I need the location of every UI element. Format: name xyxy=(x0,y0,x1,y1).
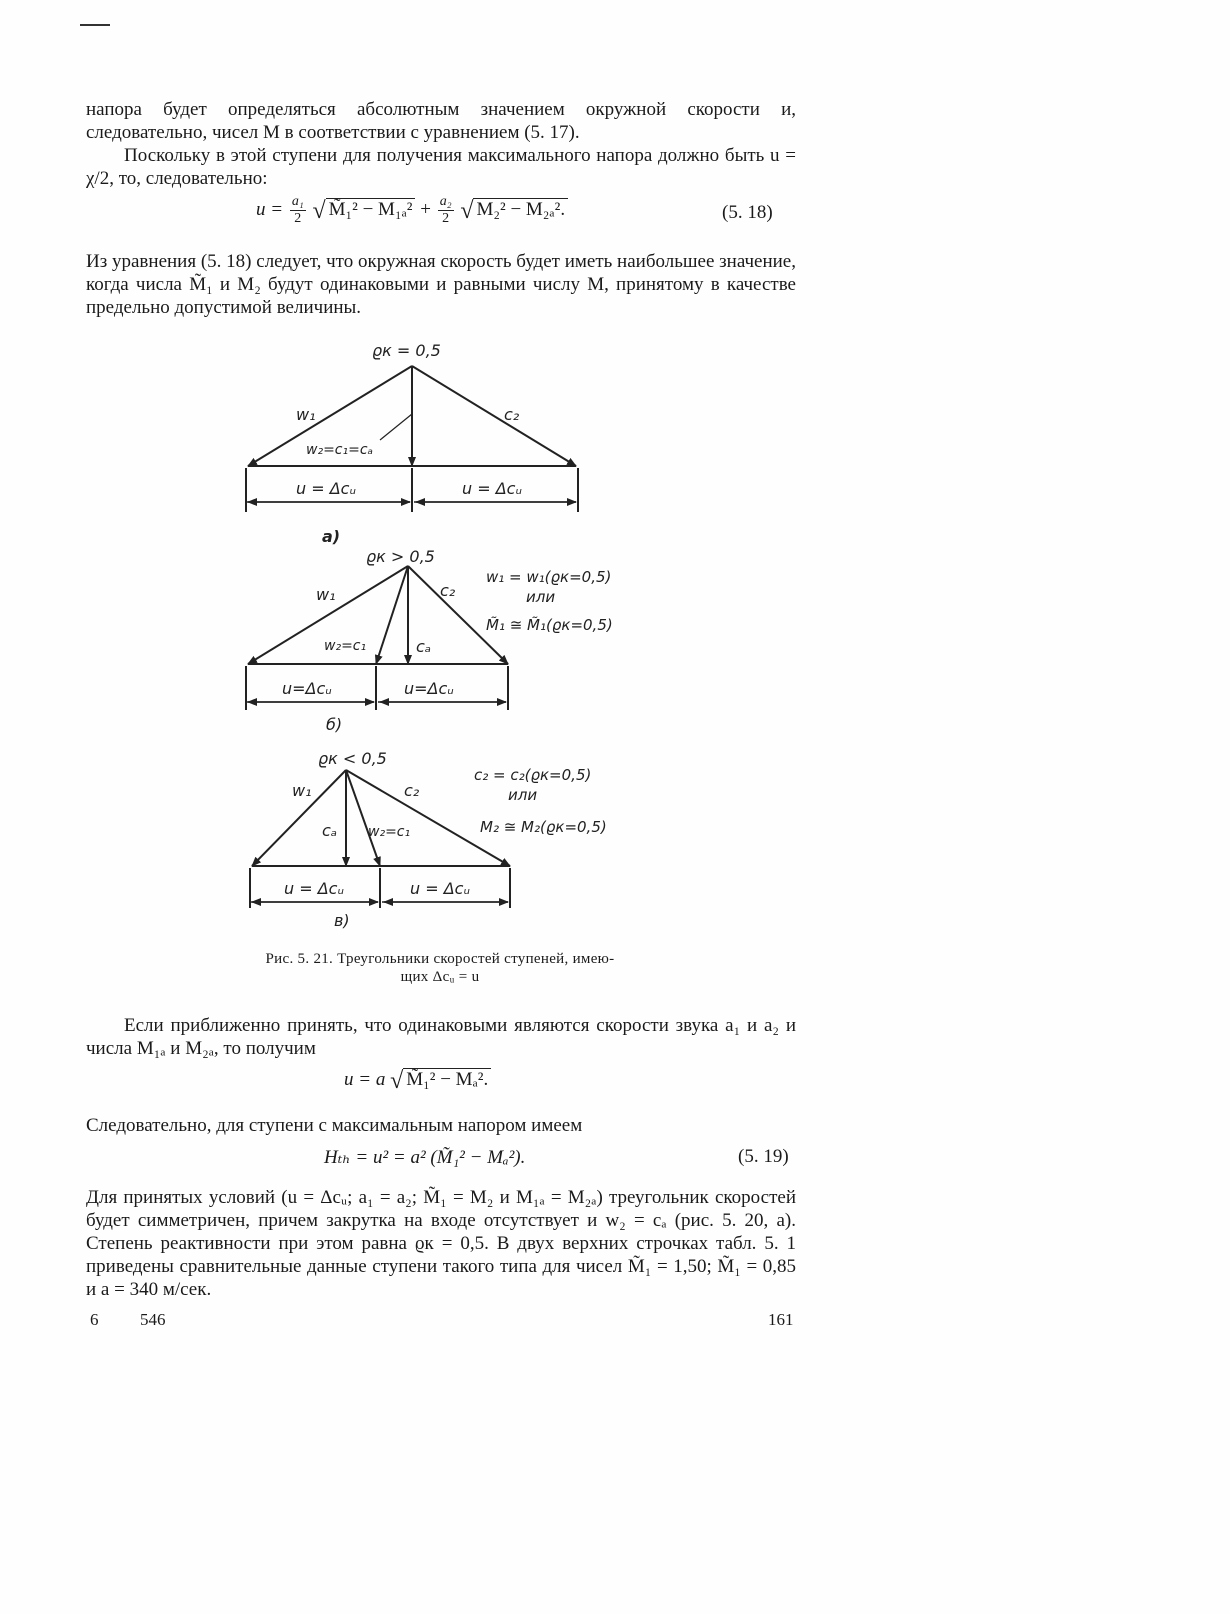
paragraph-2: Поскольку в этой ступени для получения максимального напора должно быть u = χ/2, то, следовательно: xyxy=(86,145,796,189)
figure-caption xyxy=(230,950,650,986)
vector-c2-a xyxy=(412,366,576,466)
equation-u xyxy=(344,1068,491,1095)
paragraph-6: Для принятых условий (u = Δcᵤ; a₁ = a₂; M̃₁ = M₂ и M₁ₐ = M₂ₐ) треугольник скоростей будет симметричен, причем закрутка на входе отсутствует и w₂ = cₐ (рис. 5. 20, а). Степень реактивности при этом равна ϱк = 0,5. В двух верхних строчках табл. 5. 1 приведены сравнительные данные ступени такого типа для чисел M̃₁ = 1,50; M̃₁ = 0,85 и a = 340 м/сек. xyxy=(86,1187,796,1300)
eq518-root-1: M̃₁² − M₁ₐ² xyxy=(326,198,416,221)
u-right-c: u = Δcᵤ xyxy=(410,879,470,898)
sqrt-sign: √ xyxy=(390,1068,404,1094)
rho-label-c: ϱк < 0,5 xyxy=(318,749,387,768)
figure-caption-line2: щих Δcᵤ = u xyxy=(400,969,480,985)
u-right-b: u=Δcᵤ xyxy=(404,679,454,698)
ca-label-b: cₐ xyxy=(416,637,432,656)
rho-label-b: ϱк > 0,5 xyxy=(366,547,435,566)
sqrt-sign: √ xyxy=(460,197,474,224)
equation-number-5-19: (5. 19) xyxy=(738,1146,789,1167)
w2-label-c: w₂=c₁ xyxy=(368,824,411,840)
w2-label-a: w₂=c₁=cₐ xyxy=(306,442,374,458)
vector-w2-c xyxy=(346,770,380,866)
c2-label-c: c₂ xyxy=(404,781,420,800)
subfig-a-label: а) xyxy=(322,527,341,546)
page-corner-mark xyxy=(80,24,110,26)
subfig-b-label: б) xyxy=(326,715,343,734)
c2-label-b: c₂ xyxy=(440,581,456,600)
eq518-root-2: M₂² − M₂ₐ². xyxy=(473,198,568,221)
eq518-lhs: u = xyxy=(256,198,284,220)
vector-w2-b xyxy=(376,566,408,664)
sqrt-sign: √ xyxy=(312,197,326,224)
ca-label-c: cₐ xyxy=(322,821,338,840)
w2-label-b: w₂=c₁ xyxy=(324,638,367,654)
u-left-b: u=Δcᵤ xyxy=(282,679,332,698)
note-b-line1: w₁ = w₁(ϱк=0,5) xyxy=(486,568,612,586)
note-b-line2: M̃₁ ≅ M̃₁(ϱк=0,5) xyxy=(486,616,613,634)
eq518-fraction-2: $\frac{\text{a₂}}{2}$ xyxy=(439,194,452,226)
w1-label-b: w₁ xyxy=(316,585,336,604)
paragraph-1: напора будет определяться абсолютным значением окружной скорости и, следовательно, чисел M в соответствии с уравнением (5. 17). xyxy=(86,99,796,143)
w1-label-c: w₁ xyxy=(292,781,312,800)
page-number: 161 xyxy=(768,1310,794,1329)
paragraph-5: Следовательно, для ступени с максимальным напором имеем xyxy=(86,1115,583,1136)
velocity-triangles-figure xyxy=(0,330,1230,940)
figure-caption-line1: Рис. 5. 21. Треугольники скоростей ступеней, имею- xyxy=(265,951,615,967)
eq518-plus: + xyxy=(420,198,431,220)
paragraph-4: Если приближенно принять, что одинаковыми являются скорости звука a₁ и a₂ и числа M₁ₐ и M₂ₐ, то получим xyxy=(86,1015,796,1059)
eq518-fraction-1: $\frac{\text{a₁}}{2}$ xyxy=(291,194,304,226)
equation-number-5-18: (5. 18) xyxy=(722,202,773,223)
note-c-or: или xyxy=(508,786,538,804)
note-c-line2: M₂ ≅ M₂(ϱк=0,5) xyxy=(480,818,607,836)
c2-label-a: c₂ xyxy=(504,405,520,424)
eq-u-lhs: u = a xyxy=(344,1069,386,1090)
u-left-a: u = Δcᵤ xyxy=(296,479,356,498)
footer-sheet-number: 6 xyxy=(90,1310,99,1329)
eq-u-root: M̃₁² − Mₐ². xyxy=(403,1068,491,1091)
rho-label-a: ϱк = 0,5 xyxy=(372,341,441,360)
u-right-a: u = Δcᵤ xyxy=(462,479,522,498)
subfig-c-label: в) xyxy=(334,911,350,930)
u-left-c: u = Δcᵤ xyxy=(284,879,344,898)
equation-5-18 xyxy=(256,194,568,227)
w1-label-a: w₁ xyxy=(296,405,316,424)
paragraph-3: Из уравнения (5. 18) следует, что окружная скорость будет иметь наибольшее значение, когда числа M̃₁ и M₂ будут одинаковыми и равными числу M, принятому в качестве предельно допустимой величины. xyxy=(86,251,796,318)
equation-5-19: Hₜₕ = u² = a² (M̃₁² − Mₐ²). xyxy=(324,1147,526,1168)
note-b-or: или xyxy=(526,588,556,606)
note-c-line1: c₂ = c₂(ϱк=0,5) xyxy=(474,766,592,784)
footer-signature: 546 xyxy=(140,1310,166,1329)
